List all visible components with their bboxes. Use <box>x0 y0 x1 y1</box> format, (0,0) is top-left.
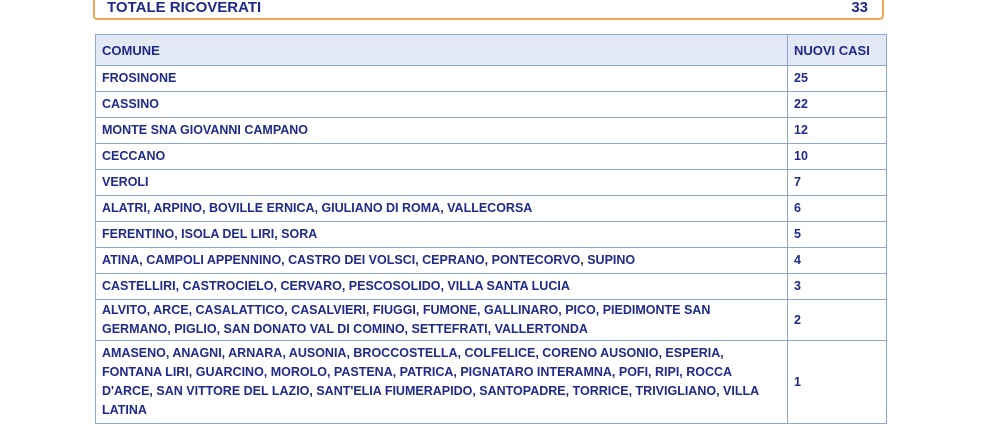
header-comune: COMUNE <box>96 35 788 66</box>
table-row <box>96 341 887 424</box>
cell-comune: FERENTINO, ISOLA DEL LIRI, SORA <box>96 222 788 248</box>
total-value: 33 <box>851 0 868 16</box>
total-label: TOTALE RICOVERATI <box>107 0 262 16</box>
cell-comune: CASSINO <box>96 92 788 118</box>
cell-comune: ATINA, CAMPOLI APPENNINO, CASTRO DEI VOLSCI, CEPRANO, PONTECORVO, SUPINO <box>96 248 788 274</box>
table-header-row <box>96 35 887 66</box>
cell-nuovi-casi: 2 <box>788 300 887 341</box>
table-row <box>96 248 887 274</box>
table-row <box>96 92 887 118</box>
cell-comune: VEROLI <box>96 170 788 196</box>
table-row <box>96 144 887 170</box>
header-nuovi-casi: NUOVI CASI <box>788 35 887 66</box>
cell-comune: ALATRI, ARPINO, BOVILLE ERNICA, GIULIANO DI ROMA, VALLECORSA <box>96 196 788 222</box>
table-row <box>96 222 887 248</box>
table-row <box>96 118 887 144</box>
cell-nuovi-casi: 6 <box>788 196 887 222</box>
cell-comune: CECCANO <box>96 144 788 170</box>
cell-comune: ALVITO, ARCE, CASALATTICO, CASALVIERI, FIUGGI, FUMONE, GALLINARO, PICO, PIEDIMONTE SAN GERMANO, PIGLIO, SAN DONATO VAL DI COMINO, SETTEFRATI, VALLERTONDA <box>96 300 788 341</box>
cell-comune: FROSINONE <box>96 66 788 92</box>
table-row <box>96 66 887 92</box>
cases-table <box>95 34 887 424</box>
cell-nuovi-casi: 10 <box>788 144 887 170</box>
table-row <box>96 170 887 196</box>
table-row <box>96 196 887 222</box>
cell-nuovi-casi: 22 <box>788 92 887 118</box>
cell-nuovi-casi: 25 <box>788 66 887 92</box>
cell-comune: AMASENO, ANAGNI, ARNARA, AUSONIA, BROCCOSTELLA, COLFELICE, CORENO AUSONIO, ESPERIA, FONTANA LIRI, GUARCINO, MOROLO, PASTENA, PATRICA, PIGNATARO INTERAMNA, POFI, RIPI, ROCCA D'ARCE, SAN VITTORE DEL LAZIO, SANT'ELIA FIUMERAPIDO, SANTOPADRE, TORRICE, TRIVIGLIANO, VILLA LATINA <box>96 341 788 424</box>
total-ricoverati-box <box>93 0 884 20</box>
cell-nuovi-casi: 5 <box>788 222 887 248</box>
cell-nuovi-casi: 3 <box>788 274 887 300</box>
cell-comune: CASTELLIRI, CASTROCIELO, CERVARO, PESCOSOLIDO, VILLA SANTA LUCIA <box>96 274 788 300</box>
cell-nuovi-casi: 7 <box>788 170 887 196</box>
cell-nuovi-casi: 4 <box>788 248 887 274</box>
cell-comune: MONTE SNA GIOVANNI CAMPANO <box>96 118 788 144</box>
cell-nuovi-casi: 1 <box>788 341 887 424</box>
table-row <box>96 274 887 300</box>
table-row <box>96 300 887 341</box>
cell-nuovi-casi: 12 <box>788 118 887 144</box>
